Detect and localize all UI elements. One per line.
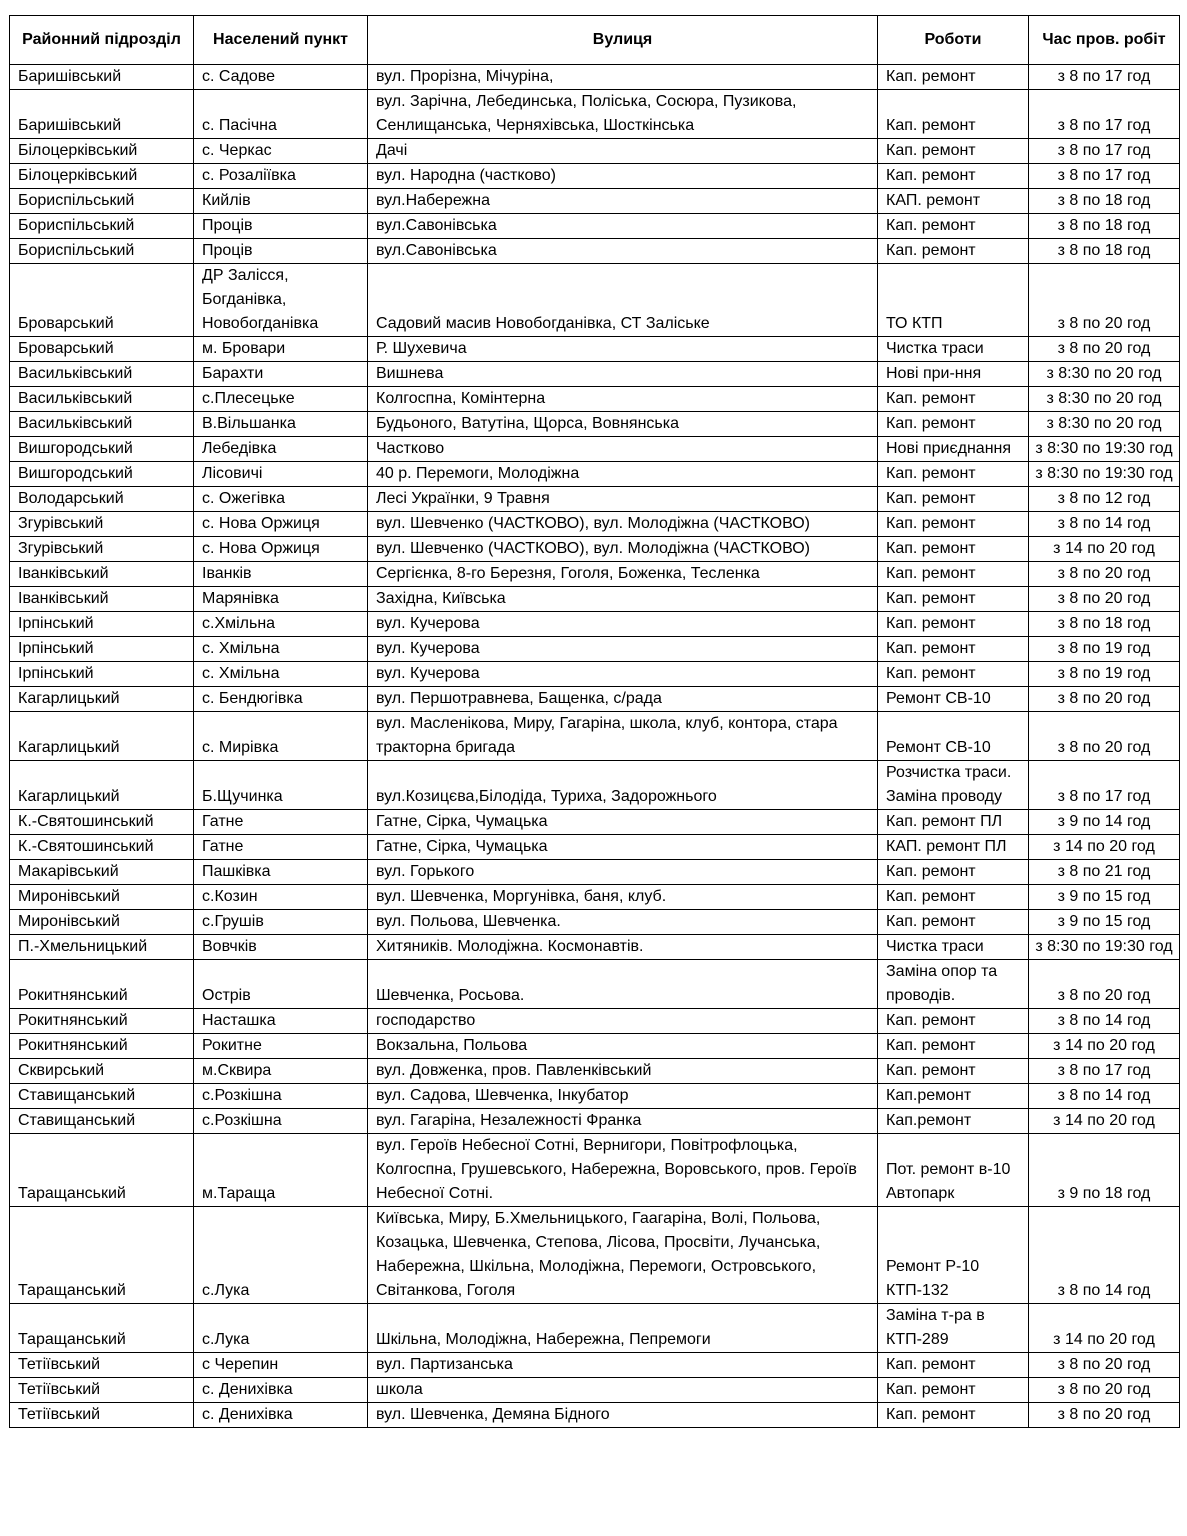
cell-street: вул. Шевченко (ЧАСТКОВО), вул. Молодіжна (ЧАСТКОВО): [368, 512, 878, 537]
table-row: [10, 437, 1180, 462]
cell-work-time: з 8:30 по 20 год: [1029, 387, 1180, 412]
cell-street: вул. Кучерова: [368, 662, 878, 687]
cell-district-unit: Васильківський: [10, 387, 194, 412]
cell-work-time: з 14 по 20 год: [1029, 1034, 1180, 1059]
table-row: [10, 65, 1180, 90]
cell-district-unit: Володарський: [10, 487, 194, 512]
cell-settlement: В.Вільшанка: [194, 412, 368, 437]
cell-street: вул. Кучерова: [368, 637, 878, 662]
cell-settlement: с.Розкішна: [194, 1109, 368, 1134]
cell-settlement: с.Хмільна: [194, 612, 368, 637]
cell-settlement: Іванків: [194, 562, 368, 587]
cell-street: вул. Зарічна, Лебединська, Поліська, Сосюра, Пузикова, Сенлищанська, Черняхівська, Шосткінська: [368, 90, 878, 139]
cell-street: вул. Шевченка, Демяна Бідного: [368, 1403, 878, 1428]
cell-street: вул. Шевченка, Моргунівка, баня, клуб.: [368, 885, 878, 910]
cell-street: вул. Шевченко (ЧАСТКОВО), вул. Молодіжна (ЧАСТКОВО): [368, 537, 878, 562]
cell-district-unit: Баришівський: [10, 90, 194, 139]
table-row: [10, 264, 1180, 337]
table-row: [10, 687, 1180, 712]
header-settlement: Населений пункт: [194, 16, 368, 65]
cell-district-unit: Таращанський: [10, 1304, 194, 1353]
cell-settlement: с Черепин: [194, 1353, 368, 1378]
cell-works: Кап. ремонт: [878, 587, 1029, 612]
cell-street: вул.Набережна: [368, 189, 878, 214]
cell-work-time: з 8 по 17 год: [1029, 761, 1180, 810]
header-district-unit: Районний підрозділ: [10, 16, 194, 65]
cell-district-unit: Згурівський: [10, 537, 194, 562]
cell-settlement: с.Плесецьке: [194, 387, 368, 412]
table-row: [10, 960, 1180, 1009]
table-row: [10, 935, 1180, 960]
table-row: [10, 1353, 1180, 1378]
cell-settlement: Б.Щучинка: [194, 761, 368, 810]
cell-street: Гатне, Сірка, Чумацька: [368, 810, 878, 835]
cell-works: Нові приєднання: [878, 437, 1029, 462]
cell-work-time: з 8:30 по 20 год: [1029, 362, 1180, 387]
cell-works: Кап. ремонт: [878, 562, 1029, 587]
cell-settlement: Острів: [194, 960, 368, 1009]
table-row: [10, 612, 1180, 637]
cell-work-time: з 8 по 20 год: [1029, 712, 1180, 761]
table-row: [10, 1378, 1180, 1403]
outage-schedule-table: [9, 15, 1180, 1428]
cell-settlement: Лісовичі: [194, 462, 368, 487]
cell-work-time: з 8 по 17 год: [1029, 90, 1180, 139]
cell-district-unit: Ірпінський: [10, 662, 194, 687]
cell-work-time: з 8:30 по 19:30 год: [1029, 935, 1180, 960]
cell-work-time: з 14 по 20 год: [1029, 835, 1180, 860]
cell-district-unit: Сквирський: [10, 1059, 194, 1084]
cell-works: КАП. ремонт ПЛ: [878, 835, 1029, 860]
cell-settlement: Кийлів: [194, 189, 368, 214]
cell-district-unit: Ірпінський: [10, 612, 194, 637]
cell-street: вул.Савонівська: [368, 214, 878, 239]
cell-district-unit: Миронівський: [10, 910, 194, 935]
cell-district-unit: Броварський: [10, 264, 194, 337]
cell-settlement: с.Грушів: [194, 910, 368, 935]
cell-works: Кап. ремонт: [878, 1378, 1029, 1403]
cell-works: Кап. ремонт: [878, 214, 1029, 239]
cell-works: Кап. ремонт ПЛ: [878, 810, 1029, 835]
cell-work-time: з 8 по 14 год: [1029, 1207, 1180, 1304]
cell-works: КАП. ремонт: [878, 189, 1029, 214]
cell-works: Ремонт СВ-10: [878, 687, 1029, 712]
table-body: [10, 65, 1180, 1428]
table-row: [10, 412, 1180, 437]
cell-works: Кап. ремонт: [878, 612, 1029, 637]
cell-works: Кап. ремонт: [878, 487, 1029, 512]
cell-street: вул. Масленікова, Миру, Гагаріна, школа, клуб, контора, стара тракторна бригада: [368, 712, 878, 761]
table-row: [10, 1109, 1180, 1134]
cell-district-unit: Вишгородський: [10, 462, 194, 487]
cell-settlement: Проців: [194, 214, 368, 239]
cell-work-time: з 8 по 17 год: [1029, 65, 1180, 90]
cell-work-time: з 8:30 по 19:30 год: [1029, 462, 1180, 487]
cell-works: Кап. ремонт: [878, 1034, 1029, 1059]
cell-street: Будьоного, Ватутіна, Щорса, Вовнянська: [368, 412, 878, 437]
cell-district-unit: Іванківський: [10, 587, 194, 612]
table-row: [10, 90, 1180, 139]
cell-settlement: Проців: [194, 239, 368, 264]
table-row: [10, 761, 1180, 810]
cell-street: Вишнева: [368, 362, 878, 387]
cell-street: вул. Довженка, пров. Павленківський: [368, 1059, 878, 1084]
cell-settlement: м.Тараща: [194, 1134, 368, 1207]
cell-work-time: з 8 по 18 год: [1029, 612, 1180, 637]
cell-street: Шкільна, Молодіжна, Набережна, Пепремоги: [368, 1304, 878, 1353]
cell-street: вул. Польова, Шевченка.: [368, 910, 878, 935]
cell-district-unit: Ставищанський: [10, 1084, 194, 1109]
cell-works: ТО КТП: [878, 264, 1029, 337]
cell-works: Кап. ремонт: [878, 537, 1029, 562]
table-row: [10, 1009, 1180, 1034]
cell-work-time: з 8 по 12 год: [1029, 487, 1180, 512]
cell-work-time: з 8 по 20 год: [1029, 562, 1180, 587]
cell-work-time: з 8 по 14 год: [1029, 512, 1180, 537]
cell-settlement: Барахти: [194, 362, 368, 387]
cell-work-time: з 8 по 14 год: [1029, 1084, 1180, 1109]
cell-settlement: с. Черкас: [194, 139, 368, 164]
cell-work-time: з 8 по 20 год: [1029, 337, 1180, 362]
cell-settlement: с. Розаліївка: [194, 164, 368, 189]
table-row: [10, 1403, 1180, 1428]
cell-works: Пот. ремонт в-10 Автопарк: [878, 1134, 1029, 1207]
table-row: [10, 835, 1180, 860]
cell-street: школа: [368, 1378, 878, 1403]
header-works: Роботи: [878, 16, 1029, 65]
cell-works: Заміна т-ра в КТП-289: [878, 1304, 1029, 1353]
cell-district-unit: Вишгородський: [10, 437, 194, 462]
cell-district-unit: Бориспільський: [10, 239, 194, 264]
cell-district-unit: Рокитнянський: [10, 1009, 194, 1034]
cell-district-unit: Кагарлицький: [10, 712, 194, 761]
cell-settlement: Пашківка: [194, 860, 368, 885]
cell-district-unit: Таращанський: [10, 1207, 194, 1304]
cell-works: Чистка траси: [878, 337, 1029, 362]
cell-work-time: з 9 по 18 год: [1029, 1134, 1180, 1207]
cell-works: Розчистка траси. Заміна проводу: [878, 761, 1029, 810]
cell-settlement: Насташка: [194, 1009, 368, 1034]
cell-district-unit: Згурівський: [10, 512, 194, 537]
table-row: [10, 1034, 1180, 1059]
cell-street: вул. Партизанська: [368, 1353, 878, 1378]
cell-settlement: с. Нова Оржиця: [194, 512, 368, 537]
cell-settlement: с. Хмільна: [194, 662, 368, 687]
cell-works: Кап. ремонт: [878, 1403, 1029, 1428]
cell-works: Кап. ремонт: [878, 387, 1029, 412]
cell-street: Вокзальна, Польова: [368, 1034, 878, 1059]
cell-settlement: Марянівка: [194, 587, 368, 612]
cell-work-time: з 14 по 20 год: [1029, 1304, 1180, 1353]
cell-settlement: ДР Залісся, Богданівка, Новобогданівка: [194, 264, 368, 337]
cell-district-unit: Тетіївський: [10, 1378, 194, 1403]
table-row: [10, 462, 1180, 487]
cell-works: Заміна опор та проводів.: [878, 960, 1029, 1009]
cell-street: вул. Гагаріна, Незалежності Франка: [368, 1109, 878, 1134]
cell-street: Частково: [368, 437, 878, 462]
cell-settlement: м. Бровари: [194, 337, 368, 362]
cell-work-time: з 8:30 по 19:30 год: [1029, 437, 1180, 462]
cell-works: Кап. ремонт: [878, 512, 1029, 537]
cell-works: Кап.ремонт: [878, 1109, 1029, 1134]
cell-street: Сергієнка, 8-го Березня, Гоголя, Боженка, Тесленка: [368, 562, 878, 587]
cell-works: Кап.ремонт: [878, 1084, 1029, 1109]
cell-work-time: з 8 по 20 год: [1029, 1403, 1180, 1428]
table-row: [10, 337, 1180, 362]
cell-settlement: Гатне: [194, 810, 368, 835]
cell-district-unit: Тетіївський: [10, 1353, 194, 1378]
cell-work-time: з 8 по 20 год: [1029, 1353, 1180, 1378]
cell-street: Шевченка, Росьова.: [368, 960, 878, 1009]
cell-settlement: с. Ожегівка: [194, 487, 368, 512]
table-header-row: [10, 16, 1180, 65]
cell-settlement: с.Лука: [194, 1207, 368, 1304]
table-row: [10, 1304, 1180, 1353]
table-row: [10, 487, 1180, 512]
table-row: [10, 362, 1180, 387]
table-row: [10, 512, 1180, 537]
table-row: [10, 1134, 1180, 1207]
cell-district-unit: Ставищанський: [10, 1109, 194, 1134]
cell-settlement: с.Лука: [194, 1304, 368, 1353]
cell-settlement: Лебедівка: [194, 437, 368, 462]
cell-works: Кап. ремонт: [878, 860, 1029, 885]
cell-work-time: з 8 по 19 год: [1029, 637, 1180, 662]
table-row: [10, 1207, 1180, 1304]
table-row: [10, 860, 1180, 885]
cell-work-time: з 8 по 17 год: [1029, 139, 1180, 164]
cell-works: Кап. ремонт: [878, 637, 1029, 662]
cell-district-unit: Ірпінський: [10, 637, 194, 662]
cell-works: Кап. ремонт: [878, 910, 1029, 935]
cell-district-unit: Бориспільський: [10, 189, 194, 214]
cell-settlement: с. Мирівка: [194, 712, 368, 761]
table-row: [10, 637, 1180, 662]
table-row: [10, 164, 1180, 189]
cell-settlement: с. Нова Оржиця: [194, 537, 368, 562]
cell-district-unit: Миронівський: [10, 885, 194, 910]
schedule-table-container: [9, 15, 1180, 1428]
cell-work-time: з 9 по 15 год: [1029, 885, 1180, 910]
cell-works: Нові при-ння: [878, 362, 1029, 387]
cell-works: Кап. ремонт: [878, 164, 1029, 189]
cell-work-time: з 8 по 20 год: [1029, 587, 1180, 612]
cell-work-time: з 8 по 20 год: [1029, 1378, 1180, 1403]
cell-street: вул. Садова, Шевченка, Інкубатор: [368, 1084, 878, 1109]
cell-district-unit: Васильківський: [10, 362, 194, 387]
cell-work-time: з 8 по 20 год: [1029, 264, 1180, 337]
cell-works: Кап. ремонт: [878, 1353, 1029, 1378]
cell-work-time: з 8 по 19 год: [1029, 662, 1180, 687]
cell-district-unit: Васильківський: [10, 412, 194, 437]
cell-settlement: с.Розкішна: [194, 1084, 368, 1109]
table-row: [10, 1084, 1180, 1109]
cell-street: вул. Першотравнева, Бащенка, с/рада: [368, 687, 878, 712]
cell-work-time: з 9 по 15 год: [1029, 910, 1180, 935]
cell-works: Ремонт СВ-10: [878, 712, 1029, 761]
cell-district-unit: Броварський: [10, 337, 194, 362]
cell-works: Кап. ремонт: [878, 90, 1029, 139]
cell-district-unit: Рокитнянський: [10, 1034, 194, 1059]
cell-settlement: с. Дениxівка: [194, 1403, 368, 1428]
cell-settlement: с.Козин: [194, 885, 368, 910]
cell-street: Р. Шухевича: [368, 337, 878, 362]
cell-work-time: з 14 по 20 год: [1029, 537, 1180, 562]
table-row: [10, 537, 1180, 562]
cell-district-unit: П.-Хмельницький: [10, 935, 194, 960]
cell-settlement: с. Хмільна: [194, 637, 368, 662]
cell-work-time: з 8 по 18 год: [1029, 214, 1180, 239]
cell-work-time: з 8 по 14 год: [1029, 1009, 1180, 1034]
cell-street: вул. Кучерова: [368, 612, 878, 637]
table-row: [10, 712, 1180, 761]
table-row: [10, 885, 1180, 910]
cell-street: вул. Народна (частково): [368, 164, 878, 189]
cell-works: Чистка траси: [878, 935, 1029, 960]
table-row: [10, 587, 1180, 612]
cell-settlement: с. Садове: [194, 65, 368, 90]
cell-district-unit: К.-Святошинський: [10, 835, 194, 860]
table-row: [10, 662, 1180, 687]
cell-street: Колгоспна, Комінтерна: [368, 387, 878, 412]
cell-settlement: с. Дениxівка: [194, 1378, 368, 1403]
cell-district-unit: Бориспільський: [10, 214, 194, 239]
table-row: [10, 910, 1180, 935]
cell-district-unit: Таращанський: [10, 1134, 194, 1207]
cell-work-time: з 8:30 по 20 год: [1029, 412, 1180, 437]
cell-work-time: з 8 по 17 год: [1029, 1059, 1180, 1084]
cell-works: Кап. ремонт: [878, 462, 1029, 487]
cell-street: вул. Героїв Небесної Сотні, Вернигори, Повітрофлоцька, Колгоспна, Грушевського, Набережна, Воровського, пров. Героїв Небесної Сотні.: [368, 1134, 878, 1207]
cell-street: 40 р. Перемоги, Молодіжна: [368, 462, 878, 487]
cell-district-unit: Макарівський: [10, 860, 194, 885]
cell-work-time: з 8 по 18 год: [1029, 189, 1180, 214]
cell-street: вул. Горького: [368, 860, 878, 885]
table-row: [10, 189, 1180, 214]
table-row: [10, 239, 1180, 264]
cell-settlement: м.Сквира: [194, 1059, 368, 1084]
cell-works: Кап. ремонт: [878, 65, 1029, 90]
cell-street: Лесі Українки, 9 Травня: [368, 487, 878, 512]
cell-street: вул.Козицєва,Білодіда, Туриха, Задорожнього: [368, 761, 878, 810]
table-row: [10, 1059, 1180, 1084]
cell-district-unit: Баришівський: [10, 65, 194, 90]
cell-district-unit: Іванківський: [10, 562, 194, 587]
cell-street: Садовий масив Новобогданівка, СТ Заліське: [368, 264, 878, 337]
cell-street: Західна, Київська: [368, 587, 878, 612]
cell-work-time: з 8 по 21 год: [1029, 860, 1180, 885]
table-row: [10, 810, 1180, 835]
cell-work-time: з 14 по 20 год: [1029, 1109, 1180, 1134]
cell-street: Хитяників. Молодіжна. Космонавтів.: [368, 935, 878, 960]
table-row: [10, 139, 1180, 164]
cell-district-unit: Кагарлицький: [10, 687, 194, 712]
cell-works: Кап. ремонт: [878, 885, 1029, 910]
cell-works: Кап. ремонт: [878, 412, 1029, 437]
table-row: [10, 562, 1180, 587]
cell-street: Київська, Миру, Б.Хмельницького, Гаагаріна, Волі, Польова, Козацька, Шевченка, Степова, Лісова, Просвіти, Лучанська, Набережна, Шкільна, Молодіжна, Перемоги, Островського, Світанкова, Гоголя: [368, 1207, 878, 1304]
header-work-time: Час пров. робіт: [1029, 16, 1180, 65]
cell-works: Кап. ремонт: [878, 1059, 1029, 1084]
table-row: [10, 214, 1180, 239]
cell-works: Ремонт Р-10 КТП-132: [878, 1207, 1029, 1304]
cell-work-time: з 8 по 20 год: [1029, 960, 1180, 1009]
cell-district-unit: Кагарлицький: [10, 761, 194, 810]
cell-work-time: з 9 по 14 год: [1029, 810, 1180, 835]
cell-settlement: Рокитне: [194, 1034, 368, 1059]
cell-settlement: с. Бендюгівка: [194, 687, 368, 712]
cell-settlement: с. Пасічна: [194, 90, 368, 139]
cell-street: господарство: [368, 1009, 878, 1034]
cell-district-unit: Тетіївський: [10, 1403, 194, 1428]
cell-works: Кап. ремонт: [878, 239, 1029, 264]
cell-work-time: з 8 по 20 год: [1029, 687, 1180, 712]
cell-street: Дачі: [368, 139, 878, 164]
cell-work-time: з 8 по 17 год: [1029, 164, 1180, 189]
cell-street: вул.Савонівська: [368, 239, 878, 264]
cell-settlement: Гатне: [194, 835, 368, 860]
cell-district-unit: Білоцерківський: [10, 139, 194, 164]
cell-work-time: з 8 по 18 год: [1029, 239, 1180, 264]
cell-settlement: Вовчків: [194, 935, 368, 960]
cell-district-unit: Рокитнянський: [10, 960, 194, 1009]
cell-works: Кап. ремонт: [878, 1009, 1029, 1034]
cell-district-unit: Білоцерківський: [10, 164, 194, 189]
cell-works: Кап. ремонт: [878, 662, 1029, 687]
cell-street: вул. Прорізна, Мічуріна,: [368, 65, 878, 90]
header-street: Вулиця: [368, 16, 878, 65]
cell-district-unit: К.-Святошинський: [10, 810, 194, 835]
cell-works: Кап. ремонт: [878, 139, 1029, 164]
cell-street: Гатне, Сірка, Чумацька: [368, 835, 878, 860]
table-row: [10, 387, 1180, 412]
